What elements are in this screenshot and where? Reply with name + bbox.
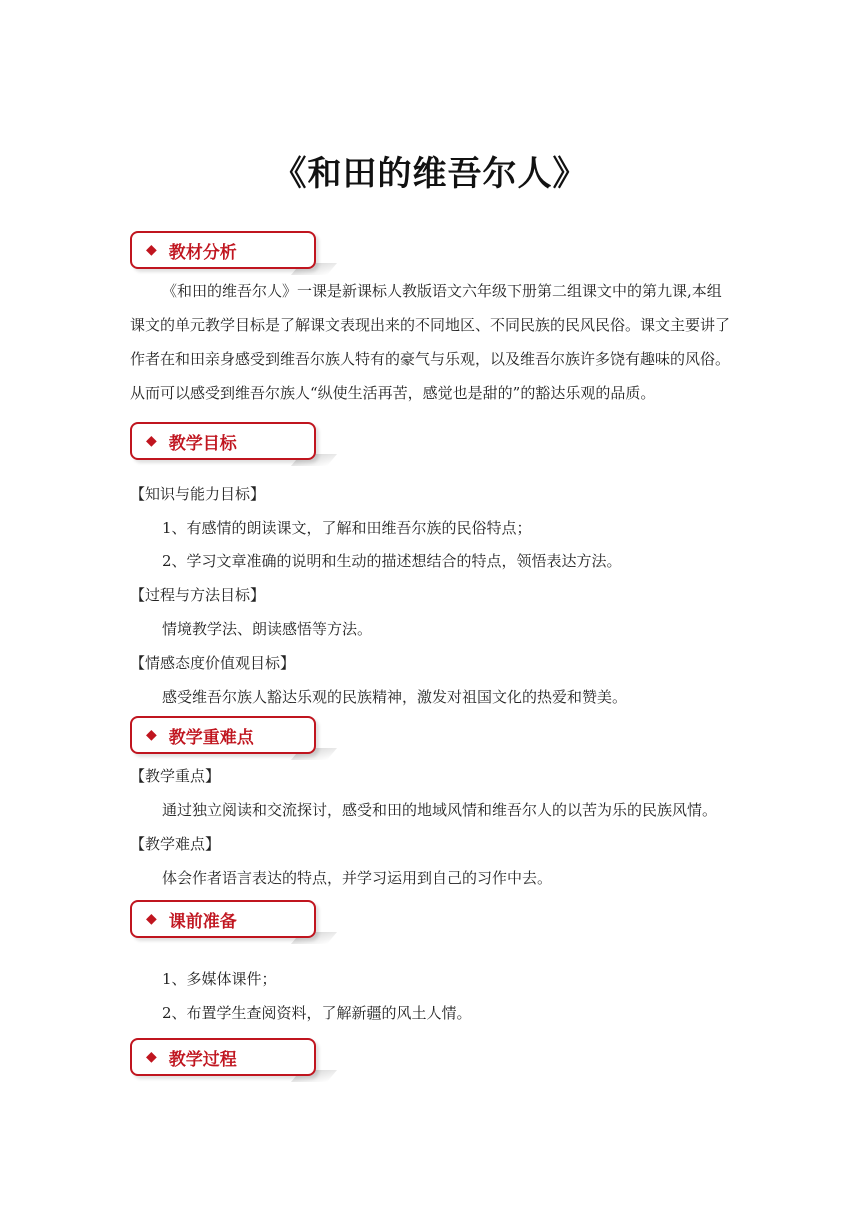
section-heading-analysis (130, 231, 316, 269)
list-item: 体会作者语言表达的特点，并学习运用到自己的习作中去。 (162, 869, 553, 887)
diamond-icon: ◆ (146, 242, 157, 258)
paragraph-line: 《和田的维吾尔人》一课是新课标人教版语文六年级下册第二组课文中的第九课,本组 (162, 282, 722, 300)
list-item: 1、有感情的朗读课文，了解和田维吾尔族的民俗特点； (162, 519, 532, 537)
diamond-icon: ◆ (146, 911, 157, 927)
section-heading-preparation (130, 900, 316, 938)
list-item: 1、多媒体课件； (162, 970, 277, 988)
paragraph-line: 课文的单元教学目标是了解课文表现出来的不同地区、不同民族的民风民俗。课文主要讲了 (130, 316, 731, 334)
section-heading-label: 教材分析 (168, 242, 237, 263)
subheading-knowledge: 【知识与能力目标】 (130, 485, 266, 503)
section-heading-goals (130, 422, 316, 460)
list-item: 2、布置学生查阅资料，了解新疆的风土人情。 (162, 1004, 472, 1022)
list-item: 2、学习文章准确的说明和生动的描述想结合的特点，领悟表达方法。 (162, 552, 622, 570)
list-item: 情境教学法、朗读感悟等方法。 (162, 620, 373, 638)
section-heading-label: 教学过程 (168, 1049, 237, 1070)
section-heading-label: 教学重难点 (168, 727, 254, 748)
subheading-key: 【教学重点】 (130, 767, 221, 785)
subheading-process: 【过程与方法目标】 (130, 586, 266, 604)
subheading-difficulty: 【教学难点】 (130, 835, 221, 853)
list-item: 通过独立阅读和交流探讨，感受和田的地域风情和维吾尔人的以苦为乐的民族风情。 (162, 801, 718, 819)
section-heading-keypoints (130, 716, 316, 754)
document-title: 《和田的维吾尔人》 (272, 154, 588, 194)
diamond-icon: ◆ (146, 433, 157, 449)
section-heading-label: 课前准备 (168, 911, 237, 932)
diamond-icon: ◆ (146, 1049, 157, 1065)
section-heading-label: 教学目标 (168, 433, 237, 454)
subheading-emotion: 【情感态度价值观目标】 (130, 654, 296, 672)
paragraph-line: 作者在和田亲身感受到维吾尔族人特有的豪气与乐观，以及维吾尔族许多饶有趣味的风俗。 (130, 350, 731, 368)
paragraph-line: 从而可以感受到维吾尔族人“纵使生活再苦，感觉也是甜的”的豁达乐观的品质。 (130, 384, 656, 402)
diamond-icon: ◆ (146, 727, 157, 743)
section-heading-process (130, 1038, 316, 1076)
list-item: 感受维吾尔族人豁达乐观的民族精神，激发对祖国文化的热爱和赞美。 (162, 688, 628, 706)
